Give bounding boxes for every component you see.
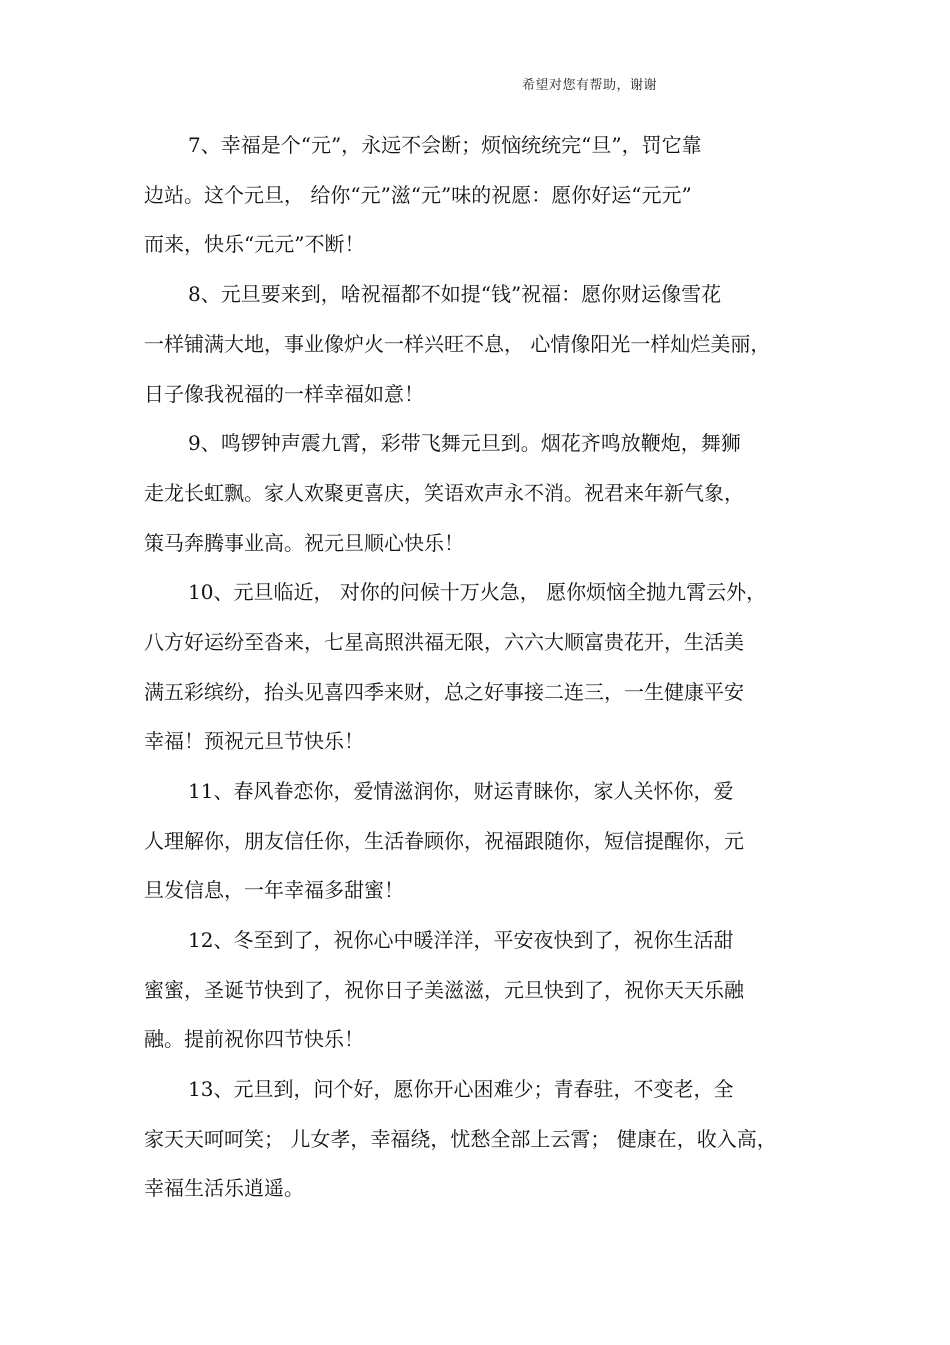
paragraph-8-line-2: 一样铺满大地，事业像炉火一样兴旺不息， 心情像阳光一样灿烂美丽， — [144, 332, 771, 356]
paragraph-10-line-2: 八方好运纷至沓来，七星高照洪福无限，六六大顺富贵花开，生活美 — [144, 630, 744, 654]
paragraph-12-line-1: 12、冬至到了，祝你心中暖洋洋，平安夜快到了，祝你生活甜 — [188, 928, 734, 952]
paragraph-10-line-4: 幸福！预祝元旦节快乐！ — [144, 729, 364, 753]
paragraph-7-line-3: 而来，快乐“元元”不断！ — [144, 232, 365, 256]
paragraph-7-line-2: 边站。这个元旦， 给你“元”滋“元”味的祝愿：愿你好运“元元” — [144, 183, 692, 207]
paragraph-8-line-1: 8、元旦要来到，啥祝福都不如提“钱”祝福：愿你财运像雪花 — [188, 282, 722, 306]
paragraph-12-line-2: 蜜蜜，圣诞节快到了，祝你日子美滋滋，元旦快到了，祝你天天乐融 — [144, 978, 744, 1002]
paragraph-13-line-2: 家天天呵呵笑； 儿女孝，幸福绕，忧愁全部上云霄； 健康在，收入高， — [144, 1127, 777, 1151]
paragraph-11-line-3: 旦发信息，一年幸福多甜蜜！ — [144, 878, 404, 902]
paragraph-9-line-3: 策马奔腾事业高。祝元旦顺心快乐！ — [144, 531, 464, 555]
paragraph-10-line-1: 10、元旦临近， 对你的问候十万火急， 愿你烦恼全抛九霄云外， — [188, 580, 767, 604]
paragraph-13-line-1: 13、元旦到，问个好，愿你开心困难少；青春驻，不变老，全 — [188, 1077, 734, 1101]
paragraph-9-line-2: 走龙长虹飘。家人欢聚更喜庆，笑语欢声永不消。祝君来年新气象， — [144, 481, 744, 505]
paragraph-8-line-3: 日子像我祝福的一样幸福如意！ — [144, 382, 424, 406]
page-header: 希望对您有帮助，谢谢 — [522, 78, 658, 93]
paragraph-9-line-1: 9、鸣锣钟声震九霄，彩带飞舞元旦到。烟花齐鸣放鞭炮，舞狮 — [188, 431, 741, 455]
paragraph-7-line-1: 7、幸福是个“元”，永远不会断；烦恼统统完“旦”，罚它靠 — [188, 133, 702, 157]
paragraph-11-line-1: 11、春风眷恋你，爱情滋润你，财运青睐你，家人关怀你，爱 — [188, 779, 734, 803]
paragraph-12-line-3: 融。提前祝你四节快乐！ — [144, 1027, 364, 1051]
paragraph-13-line-3: 幸福生活乐逍遥。 — [144, 1176, 304, 1200]
paragraph-10-line-3: 满五彩缤纷，抬头见喜四季来财，总之好事接二连三，一生健康平安 — [144, 680, 744, 704]
paragraph-11-line-2: 人理解你，朋友信任你，生活眷顾你，祝福跟随你，短信提醒你，元 — [144, 829, 744, 853]
